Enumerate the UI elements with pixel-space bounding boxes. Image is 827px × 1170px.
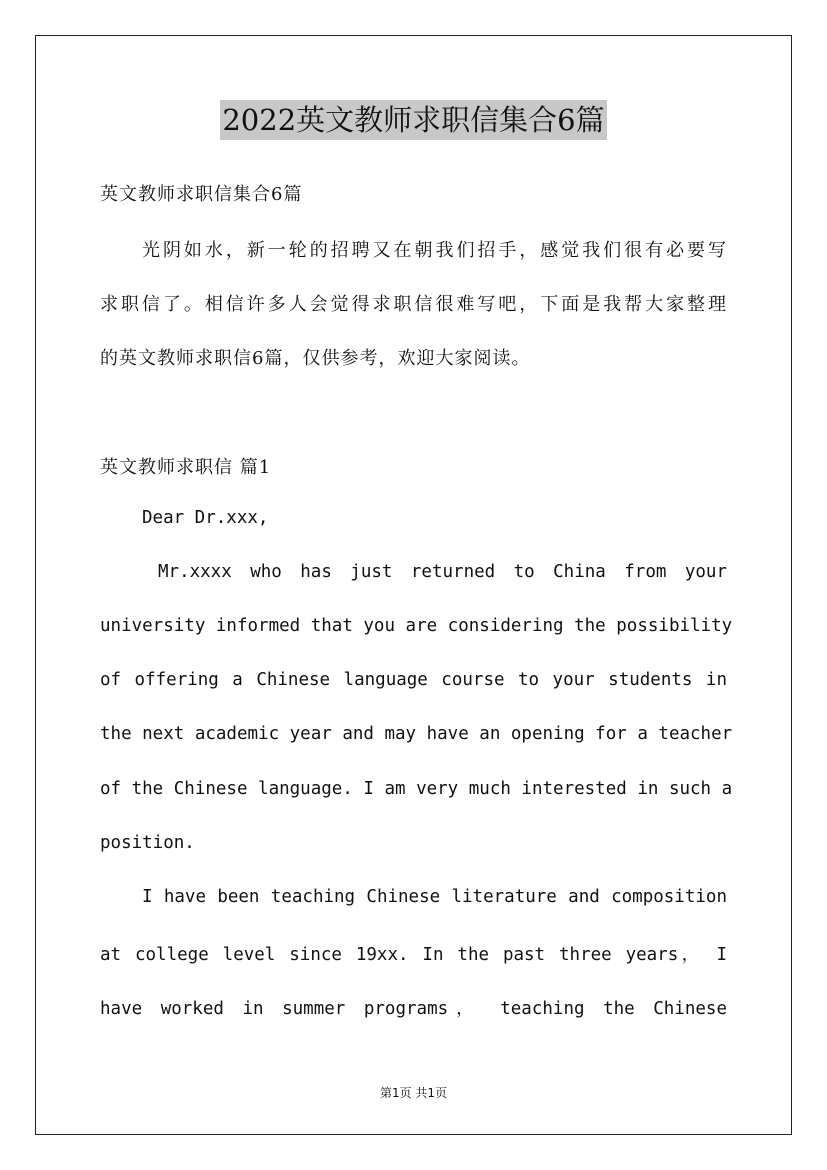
- intro-line: 光阴如水，新一轮的招聘又在朝我们招手，感觉我们很有必要写: [142, 240, 727, 261]
- paragraph-line: of offering a Chinese language course to your students in: [100, 670, 727, 690]
- paragraph-line: have worked in summer programs， teaching the Chinese: [100, 999, 727, 1019]
- page-footer: 第1页 共1页: [379, 1086, 448, 1100]
- paragraph-line: Mr.xxxx who has just returned to China from your: [158, 562, 727, 582]
- paragraph-line: of the Chinese language. I am very much interested in such a: [100, 779, 733, 799]
- paragraph-line: the next academic year and may have an opening for a teacher: [100, 724, 733, 744]
- section-heading: 英文教师求职信 篇1: [100, 457, 272, 478]
- intro-line: 求职信了。相信许多人会觉得求职信很难写吧，下面是我帮大家整理: [100, 294, 727, 315]
- title-container: [0, 100, 827, 140]
- paragraph-line: university informed that you are considering the possibility: [100, 616, 733, 636]
- salutation: Dear Dr.xxx,: [142, 508, 269, 528]
- paragraph-line: I have been teaching Chinese literature and composition: [142, 887, 727, 907]
- paragraph-line: position.: [100, 833, 195, 853]
- subtitle: 英文教师求职信集合6篇: [100, 184, 303, 205]
- document-title: 2022英文教师求职信集合6篇: [220, 100, 606, 140]
- paragraph-line: at college level since 19xx. In the past three years， I: [100, 945, 727, 965]
- intro-line: 的英文教师求职信6篇，仅供参考，欢迎大家阅读。: [100, 348, 531, 369]
